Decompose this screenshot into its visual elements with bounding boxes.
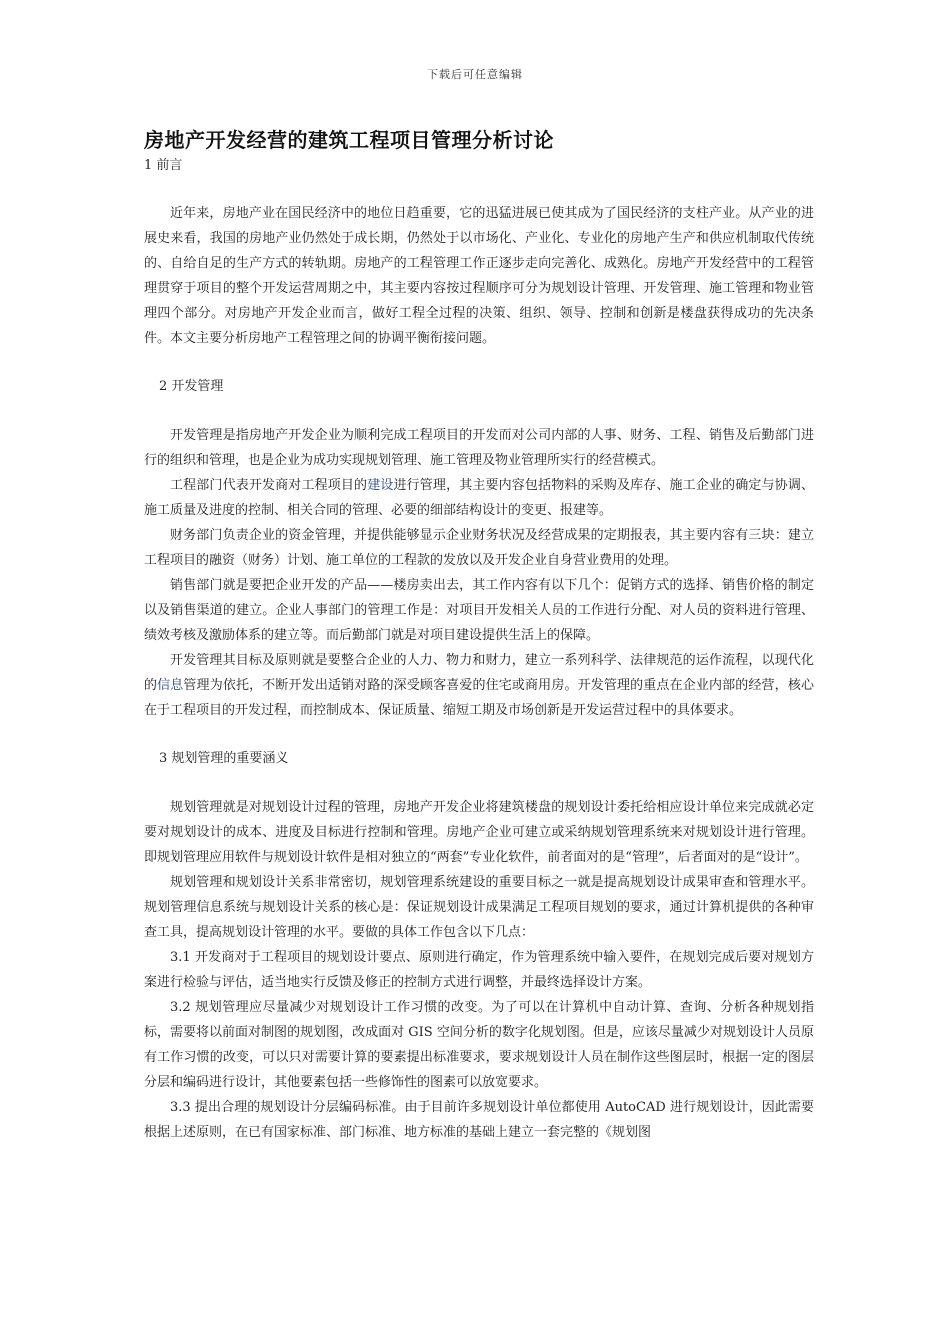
section-3-paragraph-3: 3.1 开发商对于工程项目的规划设计要点、原则进行确定，作为管理系统中输入要件，在规划完成后要对规划方案进行检验与评估，适当地实行反馈及修正的控制方式进行调整，并最终选择设计方案。 bbox=[144, 950, 814, 990]
section-3-paragraph-1: 规划管理就是对规划设计过程的管理，房地产开发企业将建筑楼盘的规划设计委托给相应设计单位来完成就必定要对规划设计的成本、进度及目标进行控制和管理。房地产企业可建立或采纳规划管理系统来对规划设计进行管理。即规划管理应用软件与规划设计软件是相对独立的“两套”专业化软件，前者面对的是“管理”，后者面对的是“设计”。 bbox=[144, 800, 814, 865]
information-link[interactable]: 信息 bbox=[157, 678, 184, 693]
paragraph-text: 进行管理，其主要内容包括物料的采购及库存、施工企业的确定与协调、施工质量及进度的控制、相关合同的管理、必要的细部结构设计的变更、报建等。 bbox=[144, 478, 814, 518]
section-2-heading: 2 开发管理 bbox=[159, 379, 224, 394]
document-title: 房地产开发经营的建筑工程项目管理分析讨论 bbox=[144, 128, 554, 152]
section-2-paragraph-5 bbox=[144, 648, 814, 723]
section-1-heading: 1 前言 bbox=[144, 158, 183, 173]
page-header: 下载后可任意编辑 bbox=[427, 68, 523, 81]
section-3-heading: 3 规划管理的重要涵义 bbox=[159, 751, 289, 766]
section-2-paragraph-1: 开发管理是指房地产开发企业为顺利完成工程项目的开发而对公司内部的人事、财务、工程、销售及后勤部门进行的组织和管理，也是企业为成功实现规划管理、施工管理及物业管理所实行的经营模式。 bbox=[144, 428, 814, 468]
section-3-paragraph-4: 3.2 规划管理应尽量减少对规划设计工作习惯的改变。为了可以在计算机中自动计算、查询、分析各种规划指标，需要将以前面对制图的规划图，改成面对 GIS 空间分析的数字化规划图。但是，应该尽量减少对规划设计人员原有工作习惯的改变，可以只对需要计算的要素提出标准要求，要求规划设计人员在制作这些图层时，根据一定的图层分层和编码进行设计，其他要素包括一些修饰性的图素可以放宽要求。 bbox=[144, 1000, 814, 1090]
section-3-paragraph-2: 规划管理和规划设计关系非常密切，规划管理系统建设的重要目标之一就是提高规划设计成果审查和管理水平。规划管理信息系统与规划设计关系的核心是：保证规划设计成果满足工程项目规划的要求，通过计算机提供的各种审查工具，提高规划设计管理的水平。要做的具体工作包含以下几点： bbox=[144, 875, 814, 940]
paragraph-text: 开发管理其目标及原则就是要整合企业的人力、物力和财力，建立一系列科学、法律规范的运作流程，以现代化的 bbox=[144, 653, 814, 693]
section-2-paragraph-4: 销售部门就是要把企业开发的产品——楼房卖出去，其工作内容有以下几个：促销方式的选择、销售价格的制定以及销售渠道的建立。企业人事部门的管理工作是：对项目开发相关人员的工作进行分配、对人员的资料进行管理、绩效考核及激励体系的建立等。而后勤部门就是对项目建设提供生活上的保障。 bbox=[144, 578, 814, 643]
paragraph-text: 工程部门代表开发商对工程项目的 bbox=[170, 478, 368, 493]
section-2-paragraph-3: 财务部门负责企业的资金管理，并提供能够显示企业财务状况及经营成果的定期报表，其主要内容有三块：建立工程项目的融资（财务）计划、施工单位的工程款的发放以及开发企业自身营业费用的处理。 bbox=[144, 528, 814, 568]
section-2-paragraph-2 bbox=[144, 473, 814, 523]
intro-paragraph: 近年来，房地产业在国民经济中的地位日趋重要，它的迅猛进展已使其成为了国民经济的支柱产业。从产业的进展史来看，我国的房地产业仍然处于成长期，仍然处于以市场化、产业化、专业化的房地产生产和供应机制取代传统的、自给自足的生产方式的转轨期。房地产的工程管理工作正逐步走向完善化、成熟化。房地产开发经营中的工程管理贯穿于项目的整个开发运营周期之中，其主要内容按过程顺序可分为规划设计管理、开发管理、施工管理和物业管理四个部分。对房地产开发企业而言，做好工程全过程的决策、组织、领导、控制和创新是楼盘获得成功的先决条件。本文主要分析房地产工程管理之间的协调平衡衔接问题。 bbox=[144, 206, 814, 346]
section-3-paragraph-5: 3.3 提出合理的规划设计分层编码标准。由于目前许多规划设计单位都使用 AutoCAD 进行规划设计，因此需要根据上述原则，在已有国家标准、部门标准、地方标准的基础上建立一套完整的《规划图 bbox=[144, 1100, 814, 1140]
paragraph-text: 管理为依托，不断开发出适销对路的深受顾客喜爱的住宅或商用房。开发管理的重点在企业内部的经营，核心在于工程项目的开发过程，而控制成本、保证质量、缩短工期及市场创新是开发运营过程中的具体要求。 bbox=[144, 678, 814, 718]
construction-link[interactable]: 建设 bbox=[367, 478, 394, 493]
document-body bbox=[144, 201, 814, 1145]
